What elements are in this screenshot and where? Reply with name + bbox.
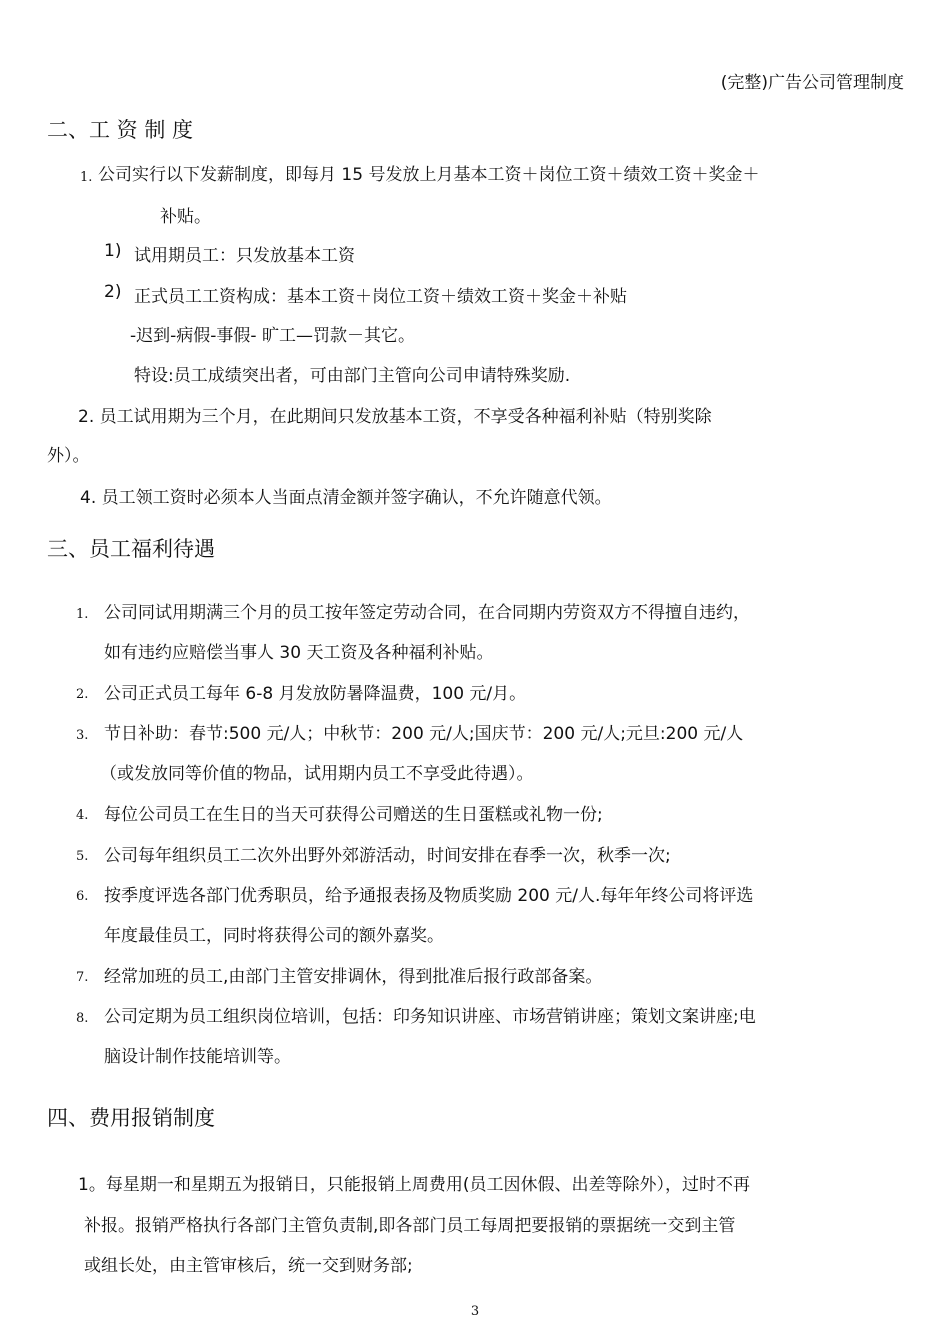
- list-number: 2.: [76, 687, 89, 702]
- list-number: 4.: [76, 808, 89, 823]
- list-item: 试用期员工：只发放基本工资: [134, 246, 355, 266]
- paragraph-line: 或组长处，由主管审核后，统一交到财务部;: [84, 1256, 413, 1276]
- paragraph-line: 每位公司员工在生日的当天可获得公司赠送的生日蛋糕或礼物一份;: [104, 805, 603, 825]
- list-number: 7.: [76, 970, 89, 985]
- paragraph-line: 外）。: [47, 446, 90, 466]
- paragraph-line: 补报。报销严格执行各部门主管负责制,即各部门员工每周把要报销的票据统一交到主管: [84, 1216, 736, 1236]
- paragraph-line: 脑设计制作技能培训等。: [104, 1047, 291, 1067]
- paragraph-line: 公司每年组织员工二次外出野外郊游活动，时间安排在春季一次，秋季一次;: [104, 846, 671, 866]
- paragraph-line: 补贴。: [160, 207, 211, 227]
- paragraph-line: 1。每星期一和星期五为报销日，只能报销上周费用(员工因休假、出差等除外），过时不再: [78, 1175, 750, 1195]
- paragraph-line: 正式员工工资构成：基本工资＋岗位工资＋绩效工资＋奖金＋补贴: [134, 287, 627, 307]
- list-number: 8.: [76, 1011, 89, 1026]
- paragraph-line: 年度最佳员工，同时将获得公司的额外嘉奖。: [104, 926, 444, 946]
- list-number: 1.: [80, 170, 93, 185]
- paragraph-line: -迟到-病假-事假- 旷工—罚款－其它。: [130, 326, 415, 346]
- document-header: (完整)广告公司管理制度: [720, 73, 904, 93]
- paragraph-line: （或发放同等价值的物品，试用期内员工不享受此待遇）。: [100, 764, 534, 784]
- list-number: 1.: [76, 607, 89, 622]
- paragraph-line: 公司定期为员工组织岗位培训，包括：印务知识讲座、市场营销讲座；策划文案讲座;电: [104, 1007, 756, 1027]
- list-number: 5.: [76, 849, 89, 864]
- paragraph-line: 4. 员工领工资时必须本人当面点清金额并签字确认，不允许随意代领。: [80, 488, 612, 508]
- paragraph-line: 公司正式员工每年 6-8 月发放防暑降温费，100 元/月。: [104, 684, 527, 704]
- section-heading-wages: 二、工 资 制 度: [47, 118, 194, 142]
- list-number: 6.: [76, 889, 89, 904]
- paragraph-line: 公司同试用期满三个月的员工按年签定劳动合同，在合同期内劳资双方不得擅自违约，: [104, 603, 750, 623]
- section-heading-benefits: 三、员工福利待遇: [47, 537, 215, 561]
- paragraph-line: 2. 员工试用期为三个月，在此期间只发放基本工资，不享受各种福利补贴（特别奖除: [78, 407, 712, 427]
- paragraph-line: 如有违约应赔偿当事人 30 天工资及各种福利补贴。: [104, 643, 494, 663]
- paragraph-line: 节日补助：春节:500 元/人；中秋节：200 元/人;国庆节：200 元/人;元旦:200 元/人: [104, 724, 744, 744]
- paragraph-line: 特设:员工成绩突出者，可由部门主管向公司申请特殊奖励.: [134, 366, 571, 386]
- paragraph-line: 经常加班的员工,由部门主管安排调休，得到批准后报行政部备案。: [104, 967, 603, 987]
- page-number: 3: [470, 1304, 480, 1319]
- paragraph-line: 按季度评选各部门优秀职员，给予通报表扬及物质奖励 200 元/人.每年年终公司将评选: [104, 886, 754, 906]
- list-number: 2): [104, 282, 122, 302]
- list-number: 1): [104, 241, 122, 261]
- paragraph-line: 公司实行以下发薪制度，即每月 15 号发放上月基本工资＋岗位工资＋绩效工资＋奖金＋: [98, 165, 760, 185]
- section-heading-reimbursement: 四、费用报销制度: [47, 1106, 215, 1130]
- list-number: 3.: [76, 728, 89, 743]
